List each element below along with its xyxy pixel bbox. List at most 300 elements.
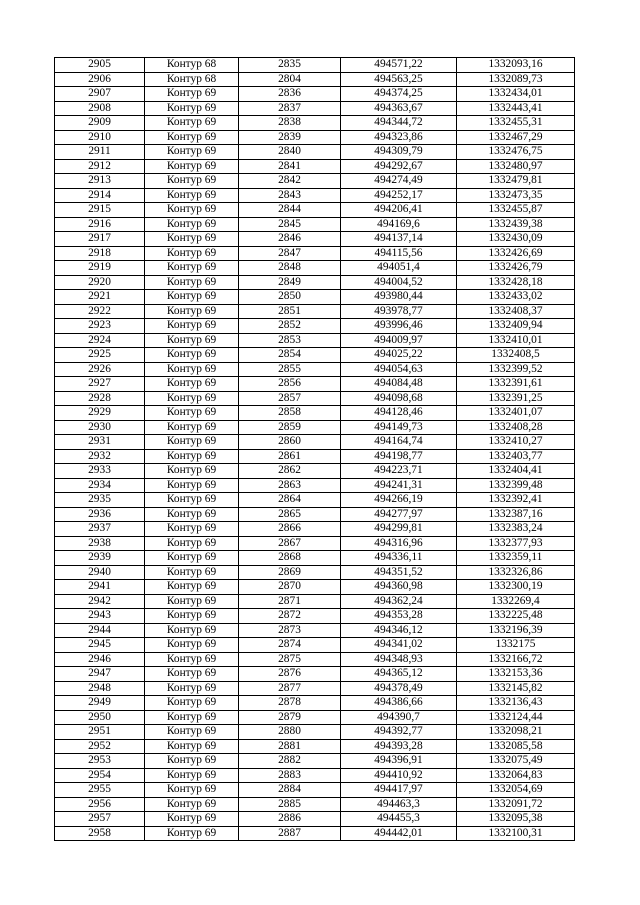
table-row [55,348,575,363]
row-number-cell: 2931 [55,435,145,450]
table-row [55,710,575,725]
row-number-cell: 2944 [55,623,145,638]
contour-cell: Контур 69 [145,116,239,131]
point-number-cell: 2857 [239,391,341,406]
row-number-cell: 2941 [55,580,145,595]
contour-cell: Контур 69 [145,275,239,290]
contour-cell: Контур 69 [145,623,239,638]
table-row [55,754,575,769]
point-number-cell: 2843 [239,188,341,203]
contour-cell: Контур 69 [145,406,239,421]
x-coordinate-cell: 494309,79 [341,145,457,160]
point-number-cell: 2887 [239,826,341,841]
x-coordinate-cell: 494149,73 [341,420,457,435]
contour-cell: Контур 69 [145,145,239,160]
table-row [55,551,575,566]
x-coordinate-cell: 494353,28 [341,609,457,624]
y-coordinate-cell: 1332100,31 [457,826,575,841]
x-coordinate-cell: 494351,52 [341,565,457,580]
contour-cell: Контур 69 [145,739,239,754]
y-coordinate-cell: 1332326,86 [457,565,575,580]
contour-cell: Контур 69 [145,493,239,508]
point-number-cell: 2867 [239,536,341,551]
point-number-cell: 2804 [239,72,341,87]
x-coordinate-cell: 494206,41 [341,203,457,218]
point-number-cell: 2881 [239,739,341,754]
row-number-cell: 2913 [55,174,145,189]
y-coordinate-cell: 1332430,09 [457,232,575,247]
x-coordinate-cell: 494223,71 [341,464,457,479]
row-number-cell: 2954 [55,768,145,783]
x-coordinate-cell: 494392,77 [341,725,457,740]
y-coordinate-cell: 1332443,41 [457,101,575,116]
point-number-cell: 2877 [239,681,341,696]
table-row [55,159,575,174]
point-number-cell: 2848 [239,261,341,276]
row-number-cell: 2933 [55,464,145,479]
contour-cell: Контур 69 [145,246,239,261]
point-number-cell: 2866 [239,522,341,537]
contour-cell: Контур 69 [145,217,239,232]
row-number-cell: 2915 [55,203,145,218]
table-row [55,58,575,73]
row-number-cell: 2957 [55,812,145,827]
x-coordinate-cell: 494084,48 [341,377,457,392]
x-coordinate-cell: 494137,14 [341,232,457,247]
x-coordinate-cell: 494198,77 [341,449,457,464]
contour-cell: Контур 69 [145,130,239,145]
contour-cell: Контур 69 [145,391,239,406]
x-coordinate-cell: 494378,49 [341,681,457,696]
point-number-cell: 2884 [239,783,341,798]
x-coordinate-cell: 494241,31 [341,478,457,493]
contour-cell: Контур 69 [145,768,239,783]
row-number-cell: 2924 [55,333,145,348]
table-row [55,87,575,102]
document-page [54,57,574,841]
x-coordinate-cell: 494128,46 [341,406,457,421]
point-number-cell: 2856 [239,377,341,392]
table-row [55,275,575,290]
x-coordinate-cell: 494344,72 [341,116,457,131]
point-number-cell: 2886 [239,812,341,827]
table-row [55,319,575,334]
point-number-cell: 2844 [239,203,341,218]
y-coordinate-cell: 1332091,72 [457,797,575,812]
x-coordinate-cell: 494274,49 [341,174,457,189]
point-number-cell: 2868 [239,551,341,566]
point-number-cell: 2874 [239,638,341,653]
contour-cell: Контур 69 [145,725,239,740]
table-row [55,768,575,783]
y-coordinate-cell: 1332145,82 [457,681,575,696]
table-row [55,420,575,435]
x-coordinate-cell: 494323,86 [341,130,457,145]
x-coordinate-cell: 494386,66 [341,696,457,711]
row-number-cell: 2928 [55,391,145,406]
contour-cell: Контур 69 [145,464,239,479]
x-coordinate-cell: 494571,22 [341,58,457,73]
row-number-cell: 2914 [55,188,145,203]
x-coordinate-cell: 493996,46 [341,319,457,334]
row-number-cell: 2930 [55,420,145,435]
table-row [55,261,575,276]
contour-cell: Контур 69 [145,812,239,827]
y-coordinate-cell: 1332054,69 [457,783,575,798]
y-coordinate-cell: 1332064,83 [457,768,575,783]
table-row [55,681,575,696]
point-number-cell: 2880 [239,725,341,740]
row-number-cell: 2919 [55,261,145,276]
row-number-cell: 2946 [55,652,145,667]
x-coordinate-cell: 494365,12 [341,667,457,682]
table-row [55,377,575,392]
x-coordinate-cell: 494374,25 [341,87,457,102]
row-number-cell: 2942 [55,594,145,609]
row-number-cell: 2935 [55,493,145,508]
row-number-cell: 2955 [55,783,145,798]
point-number-cell: 2840 [239,145,341,160]
x-coordinate-cell: 494115,56 [341,246,457,261]
x-coordinate-cell: 494009,97 [341,333,457,348]
y-coordinate-cell: 1332387,16 [457,507,575,522]
row-number-cell: 2952 [55,739,145,754]
row-number-cell: 2953 [55,754,145,769]
table-row [55,203,575,218]
point-number-cell: 2852 [239,319,341,334]
contour-cell: Контур 69 [145,203,239,218]
point-number-cell: 2876 [239,667,341,682]
y-coordinate-cell: 1332403,77 [457,449,575,464]
y-coordinate-cell: 1332455,87 [457,203,575,218]
table-row [55,696,575,711]
row-number-cell: 2916 [55,217,145,232]
row-number-cell: 2938 [55,536,145,551]
point-number-cell: 2849 [239,275,341,290]
point-number-cell: 2846 [239,232,341,247]
y-coordinate-cell: 1332467,29 [457,130,575,145]
y-coordinate-cell: 1332433,02 [457,290,575,305]
x-coordinate-cell: 494348,93 [341,652,457,667]
point-number-cell: 2853 [239,333,341,348]
row-number-cell: 2917 [55,232,145,247]
table-row [55,116,575,131]
table-row [55,623,575,638]
point-number-cell: 2836 [239,87,341,102]
x-coordinate-cell: 494393,28 [341,739,457,754]
contour-cell: Контур 69 [145,174,239,189]
row-number-cell: 2939 [55,551,145,566]
table-row [55,174,575,189]
x-coordinate-cell: 494417,97 [341,783,457,798]
y-coordinate-cell: 1332428,18 [457,275,575,290]
x-coordinate-cell: 494362,24 [341,594,457,609]
contour-cell: Контур 69 [145,290,239,305]
y-coordinate-cell: 1332426,69 [457,246,575,261]
y-coordinate-cell: 1332479,81 [457,174,575,189]
row-number-cell: 2908 [55,101,145,116]
contour-cell: Контур 69 [145,507,239,522]
x-coordinate-cell: 494360,98 [341,580,457,595]
point-number-cell: 2865 [239,507,341,522]
table-row [55,478,575,493]
y-coordinate-cell: 1332426,79 [457,261,575,276]
table-row [55,812,575,827]
y-coordinate-cell: 1332476,75 [457,145,575,160]
row-number-cell: 2922 [55,304,145,319]
table-row [55,594,575,609]
x-coordinate-cell: 494169,6 [341,217,457,232]
table-row [55,391,575,406]
table-row [55,435,575,450]
x-coordinate-cell: 494341,02 [341,638,457,653]
contour-cell: Контур 69 [145,565,239,580]
row-number-cell: 2950 [55,710,145,725]
contour-cell: Контур 69 [145,551,239,566]
row-number-cell: 2926 [55,362,145,377]
table-row [55,145,575,160]
coordinates-table [54,57,575,841]
point-number-cell: 2855 [239,362,341,377]
contour-cell: Контур 69 [145,101,239,116]
point-number-cell: 2837 [239,101,341,116]
row-number-cell: 2909 [55,116,145,131]
table-row [55,101,575,116]
point-number-cell: 2870 [239,580,341,595]
table-row [55,493,575,508]
table-row [55,188,575,203]
table-row [55,783,575,798]
x-coordinate-cell: 494563,25 [341,72,457,87]
table-row [55,739,575,754]
y-coordinate-cell: 1332401,07 [457,406,575,421]
x-coordinate-cell: 494363,67 [341,101,457,116]
point-number-cell: 2835 [239,58,341,73]
contour-cell: Контур 69 [145,609,239,624]
y-coordinate-cell: 1332075,49 [457,754,575,769]
contour-cell: Контур 69 [145,261,239,276]
contour-cell: Контур 68 [145,58,239,73]
contour-cell: Контур 69 [145,362,239,377]
point-number-cell: 2879 [239,710,341,725]
point-number-cell: 2838 [239,116,341,131]
y-coordinate-cell: 1332153,36 [457,667,575,682]
contour-cell: Контур 69 [145,594,239,609]
contour-cell: Контур 69 [145,580,239,595]
x-coordinate-cell: 494316,96 [341,536,457,551]
y-coordinate-cell: 1332408,5 [457,348,575,363]
table-row [55,464,575,479]
x-coordinate-cell: 494051,4 [341,261,457,276]
row-number-cell: 2906 [55,72,145,87]
y-coordinate-cell: 1332136,43 [457,696,575,711]
y-coordinate-cell: 1332359,11 [457,551,575,566]
contour-cell: Контур 69 [145,449,239,464]
y-coordinate-cell: 1332392,41 [457,493,575,508]
y-coordinate-cell: 1332410,27 [457,435,575,450]
point-number-cell: 2860 [239,435,341,450]
x-coordinate-cell: 494463,3 [341,797,457,812]
contour-cell: Контур 69 [145,652,239,667]
y-coordinate-cell: 1332408,37 [457,304,575,319]
point-number-cell: 2861 [239,449,341,464]
row-number-cell: 2932 [55,449,145,464]
contour-cell: Контур 69 [145,377,239,392]
y-coordinate-cell: 1332391,25 [457,391,575,406]
contour-cell: Контур 69 [145,435,239,450]
table-row [55,826,575,841]
point-number-cell: 2847 [239,246,341,261]
table-row [55,536,575,551]
y-coordinate-cell: 1332410,01 [457,333,575,348]
table-row [55,449,575,464]
table-row [55,565,575,580]
row-number-cell: 2958 [55,826,145,841]
y-coordinate-cell: 1332175 [457,638,575,653]
table-row [55,522,575,537]
x-coordinate-cell: 493980,44 [341,290,457,305]
x-coordinate-cell: 494346,12 [341,623,457,638]
y-coordinate-cell: 1332093,16 [457,58,575,73]
point-number-cell: 2845 [239,217,341,232]
table-row [55,797,575,812]
table-row [55,580,575,595]
contour-cell: Контур 69 [145,188,239,203]
contour-cell: Контур 69 [145,478,239,493]
y-coordinate-cell: 1332300,19 [457,580,575,595]
table-row [55,362,575,377]
contour-cell: Контур 68 [145,72,239,87]
table-row [55,652,575,667]
x-coordinate-cell: 494336,11 [341,551,457,566]
x-coordinate-cell: 493978,77 [341,304,457,319]
x-coordinate-cell: 494396,91 [341,754,457,769]
y-coordinate-cell: 1332124,44 [457,710,575,725]
table-row [55,507,575,522]
x-coordinate-cell: 494455,3 [341,812,457,827]
row-number-cell: 2923 [55,319,145,334]
contour-cell: Контур 69 [145,159,239,174]
row-number-cell: 2948 [55,681,145,696]
y-coordinate-cell: 1332098,21 [457,725,575,740]
table-row [55,406,575,421]
x-coordinate-cell: 494004,52 [341,275,457,290]
contour-cell: Контур 69 [145,754,239,769]
table-row [55,290,575,305]
point-number-cell: 2851 [239,304,341,319]
x-coordinate-cell: 494164,74 [341,435,457,450]
point-number-cell: 2872 [239,609,341,624]
row-number-cell: 2910 [55,130,145,145]
contour-cell: Контур 69 [145,681,239,696]
table-row [55,72,575,87]
y-coordinate-cell: 1332409,94 [457,319,575,334]
x-coordinate-cell: 494025,22 [341,348,457,363]
y-coordinate-cell: 1332404,41 [457,464,575,479]
table-row [55,304,575,319]
point-number-cell: 2841 [239,159,341,174]
table-row [55,217,575,232]
row-number-cell: 2912 [55,159,145,174]
row-number-cell: 2937 [55,522,145,537]
x-coordinate-cell: 494442,01 [341,826,457,841]
contour-cell: Контур 69 [145,87,239,102]
point-number-cell: 2859 [239,420,341,435]
y-coordinate-cell: 1332085,58 [457,739,575,754]
row-number-cell: 2947 [55,667,145,682]
x-coordinate-cell: 494299,81 [341,522,457,537]
contour-cell: Контур 69 [145,304,239,319]
y-coordinate-cell: 1332377,93 [457,536,575,551]
x-coordinate-cell: 494054,63 [341,362,457,377]
contour-cell: Контур 69 [145,536,239,551]
contour-cell: Контур 69 [145,797,239,812]
y-coordinate-cell: 1332383,24 [457,522,575,537]
contour-cell: Контур 69 [145,696,239,711]
point-number-cell: 2854 [239,348,341,363]
x-coordinate-cell: 494410,92 [341,768,457,783]
row-number-cell: 2907 [55,87,145,102]
point-number-cell: 2878 [239,696,341,711]
table-row [55,609,575,624]
table-row [55,667,575,682]
row-number-cell: 2936 [55,507,145,522]
y-coordinate-cell: 1332196,39 [457,623,575,638]
row-number-cell: 2945 [55,638,145,653]
row-number-cell: 2920 [55,275,145,290]
y-coordinate-cell: 1332269,4 [457,594,575,609]
row-number-cell: 2929 [55,406,145,421]
y-coordinate-cell: 1332399,52 [457,362,575,377]
point-number-cell: 2882 [239,754,341,769]
x-coordinate-cell: 494277,97 [341,507,457,522]
contour-cell: Контур 69 [145,522,239,537]
point-number-cell: 2863 [239,478,341,493]
point-number-cell: 2873 [239,623,341,638]
table-row [55,232,575,247]
y-coordinate-cell: 1332225,48 [457,609,575,624]
row-number-cell: 2949 [55,696,145,711]
row-number-cell: 2925 [55,348,145,363]
y-coordinate-cell: 1332166,72 [457,652,575,667]
table-row [55,333,575,348]
point-number-cell: 2885 [239,797,341,812]
contour-cell: Контур 69 [145,420,239,435]
row-number-cell: 2927 [55,377,145,392]
contour-cell: Контур 69 [145,232,239,247]
row-number-cell: 2940 [55,565,145,580]
y-coordinate-cell: 1332455,31 [457,116,575,131]
table-row [55,246,575,261]
point-number-cell: 2858 [239,406,341,421]
contour-cell: Контур 69 [145,667,239,682]
contour-cell: Контур 69 [145,826,239,841]
y-coordinate-cell: 1332480,97 [457,159,575,174]
point-number-cell: 2871 [239,594,341,609]
contour-cell: Контур 69 [145,638,239,653]
contour-cell: Контур 69 [145,783,239,798]
y-coordinate-cell: 1332399,48 [457,478,575,493]
point-number-cell: 2883 [239,768,341,783]
y-coordinate-cell: 1332434,01 [457,87,575,102]
y-coordinate-cell: 1332439,38 [457,217,575,232]
table-row [55,130,575,145]
y-coordinate-cell: 1332408,28 [457,420,575,435]
table-body [55,58,575,841]
x-coordinate-cell: 494252,17 [341,188,457,203]
x-coordinate-cell: 494098,68 [341,391,457,406]
y-coordinate-cell: 1332391,61 [457,377,575,392]
